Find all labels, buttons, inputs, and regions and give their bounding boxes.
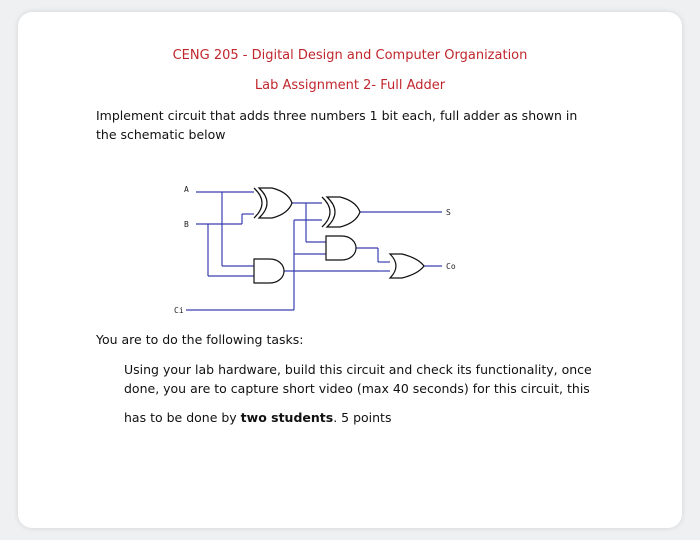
task-line-1: Using your lab hardware, build this circuit and check its functionality, once	[124, 362, 592, 377]
label-a: A	[184, 185, 189, 194]
xor2-back-arc	[322, 197, 330, 227]
intro-paragraph	[96, 106, 616, 144]
xor1-gate	[259, 188, 292, 218]
document-subtitle: Lab Assignment 2- Full Adder	[254, 78, 446, 93]
intro-line-2: the schematic below	[96, 127, 226, 142]
schematic-labels	[174, 185, 456, 315]
label-ci: Ci	[174, 306, 184, 315]
xor1-back-arc	[254, 188, 262, 218]
label-co: Co	[446, 262, 456, 271]
xor2-gate	[327, 197, 360, 227]
tasks-heading: You are to do the following tasks:	[96, 332, 304, 347]
label-b: B	[184, 220, 189, 229]
task-description	[124, 360, 624, 427]
intro-line-1: Implement circuit that adds three numbers 1 bit each, full adder as shown in	[96, 108, 578, 123]
schematic-gates	[254, 188, 424, 283]
task-line-3-post: . 5 points	[333, 410, 392, 425]
or-gate	[390, 254, 424, 278]
full-adder-schematic	[146, 170, 486, 315]
document-title: CENG 205 - Digital Design and Computer Organization	[172, 48, 528, 63]
schematic-wires	[186, 192, 442, 310]
and1-gate	[326, 236, 356, 260]
and2-gate	[254, 259, 284, 283]
document-page	[18, 12, 682, 528]
task-line-3-pre: has to be done by	[124, 410, 241, 425]
task-line-2: done, you are to capture short video (max 40 seconds) for this circuit, this	[124, 381, 590, 396]
task-line-3-bold: two students	[240, 410, 334, 425]
label-s: S	[446, 208, 451, 217]
task-line-3	[124, 408, 624, 427]
